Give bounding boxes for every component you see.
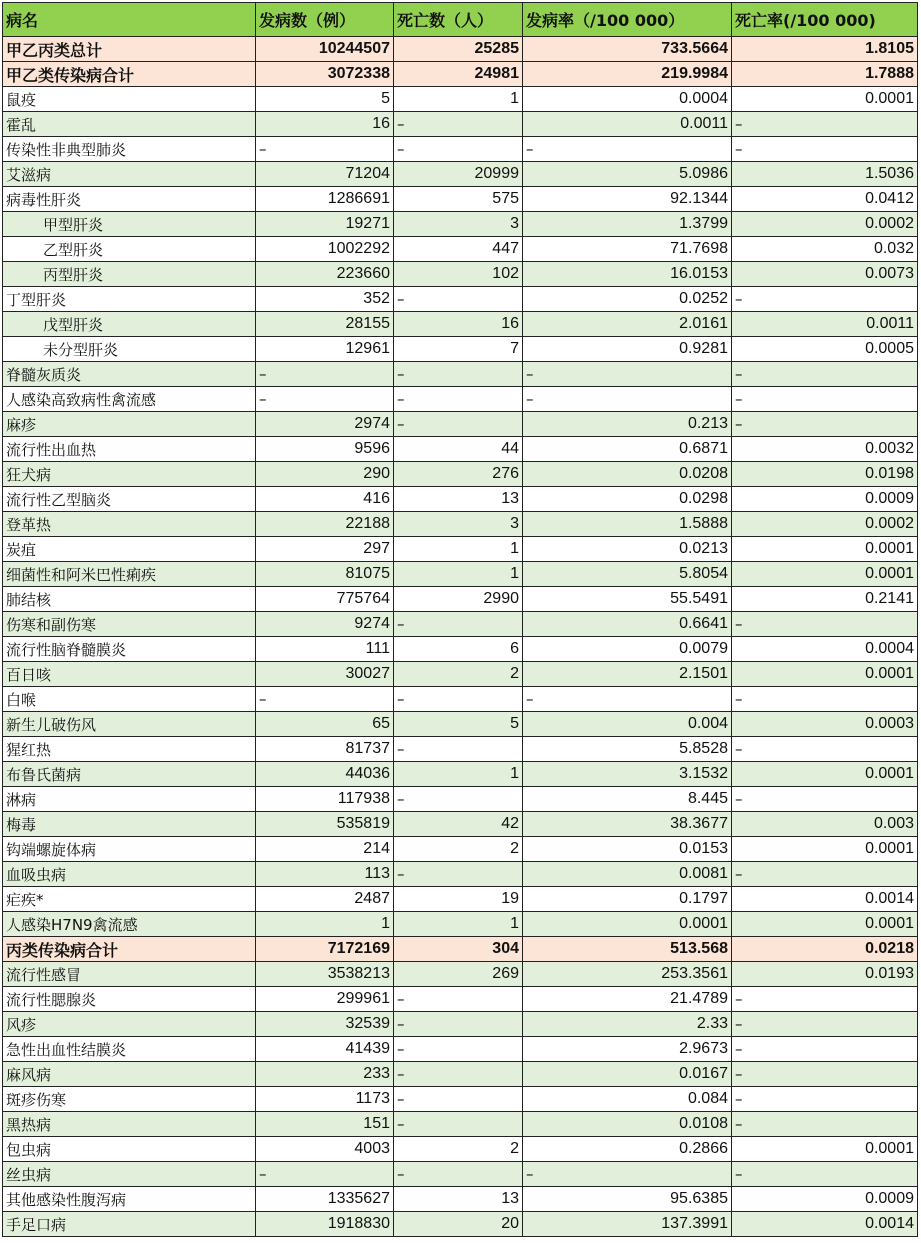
incidence-rate-cell: 0.0298 xyxy=(523,487,732,512)
header-row xyxy=(3,3,918,37)
disease-name-cell: 疟疾* xyxy=(3,887,256,912)
cases-cell: 1 xyxy=(256,912,394,937)
incidence-rate-cell: – xyxy=(523,687,732,712)
table-row xyxy=(3,162,918,187)
mortality-rate-cell: 0.0001 xyxy=(732,87,918,112)
deaths-cell: – xyxy=(394,1012,523,1037)
table-row xyxy=(3,387,918,412)
mortality-rate-cell: 1.7888 xyxy=(732,62,918,87)
deaths-cell: – xyxy=(394,112,523,137)
cases-cell: 32539 xyxy=(256,1012,394,1037)
table-row xyxy=(3,287,918,312)
table-row xyxy=(3,712,918,737)
disease-name-cell: 细菌性和阿米巴性痢疾 xyxy=(3,562,256,587)
cases-cell: 81075 xyxy=(256,562,394,587)
cases-cell: 30027 xyxy=(256,662,394,687)
mortality-rate-cell: 0.0009 xyxy=(732,487,918,512)
cases-cell: 22188 xyxy=(256,512,394,537)
mortality-rate-cell: 0.0193 xyxy=(732,962,918,987)
disease-name-cell: 鼠疫 xyxy=(3,87,256,112)
mortality-rate-cell: – xyxy=(732,612,918,637)
incidence-rate-cell: 0.0011 xyxy=(523,112,732,137)
mortality-rate-cell: 0.0001 xyxy=(732,837,918,862)
cases-cell: 1002292 xyxy=(256,237,394,262)
incidence-rate-cell: 38.3677 xyxy=(523,812,732,837)
cases-cell: 12961 xyxy=(256,337,394,362)
table-row xyxy=(3,1162,918,1187)
mortality-rate-cell: 0.0001 xyxy=(732,912,918,937)
deaths-cell: – xyxy=(394,1087,523,1112)
deaths-cell: – xyxy=(394,387,523,412)
disease-name-cell: 钩端螺旋体病 xyxy=(3,837,256,862)
mortality-rate-cell: – xyxy=(732,1162,918,1187)
deaths-cell: – xyxy=(394,287,523,312)
mortality-rate-cell: – xyxy=(732,287,918,312)
incidence-rate-cell: 0.213 xyxy=(523,412,732,437)
mortality-rate-cell: 0.0001 xyxy=(732,537,918,562)
incidence-rate-cell: 0.0001 xyxy=(523,912,732,937)
mortality-rate-cell: – xyxy=(732,137,918,162)
incidence-rate-cell: 5.8054 xyxy=(523,562,732,587)
disease-name-cell: 炭疽 xyxy=(3,537,256,562)
mortality-rate-cell: 0.0014 xyxy=(732,1212,918,1237)
mortality-rate-cell: 0.0009 xyxy=(732,1187,918,1212)
table-row xyxy=(3,412,918,437)
mortality-rate-cell: – xyxy=(732,1112,918,1137)
table-row xyxy=(3,312,918,337)
cases-cell: 5 xyxy=(256,87,394,112)
deaths-cell: 2 xyxy=(394,837,523,862)
disease-name-cell: 布鲁氏菌病 xyxy=(3,762,256,787)
cases-cell: 297 xyxy=(256,537,394,562)
disease-name-cell: 霍乱 xyxy=(3,112,256,137)
incidence-rate-cell: 5.8528 xyxy=(523,737,732,762)
disease-name-cell: 肺结核 xyxy=(3,587,256,612)
table-row xyxy=(3,812,918,837)
disease-name-cell: 流行性乙型脑炎 xyxy=(3,487,256,512)
cases-cell: 7172169 xyxy=(256,937,394,962)
cases-cell: 775764 xyxy=(256,587,394,612)
incidence-rate-cell: 0.0208 xyxy=(523,462,732,487)
cases-cell: 10244507 xyxy=(256,37,394,62)
incidence-rate-cell: 92.1344 xyxy=(523,187,732,212)
mortality-rate-cell: 0.0001 xyxy=(732,762,918,787)
mortality-rate-cell: 0.0003 xyxy=(732,712,918,737)
disease-name-cell: 脊髓灰质炎 xyxy=(3,362,256,387)
incidence-rate-cell: 0.1797 xyxy=(523,887,732,912)
deaths-cell: – xyxy=(394,687,523,712)
mortality-rate-cell: – xyxy=(732,112,918,137)
table-row xyxy=(3,662,918,687)
incidence-rate-cell: 0.0108 xyxy=(523,1112,732,1137)
disease-name-cell: 丙类传染病合计 xyxy=(3,937,256,962)
total-row xyxy=(3,937,918,962)
cases-cell: – xyxy=(256,362,394,387)
incidence-rate-cell: 513.568 xyxy=(523,937,732,962)
cases-cell: 352 xyxy=(256,287,394,312)
incidence-rate-cell: 2.33 xyxy=(523,1012,732,1037)
incidence-rate-cell: 0.0004 xyxy=(523,87,732,112)
table-row xyxy=(3,237,918,262)
cases-cell: 2487 xyxy=(256,887,394,912)
deaths-cell: 13 xyxy=(394,1187,523,1212)
disease-name-cell: 急性出血性结膜炎 xyxy=(3,1037,256,1062)
mortality-rate-cell: 0.0198 xyxy=(732,462,918,487)
col-incidence-rate: 发病率（/100 000） xyxy=(523,3,732,37)
deaths-cell: 5 xyxy=(394,712,523,737)
cases-cell: 223660 xyxy=(256,262,394,287)
disease-name-cell: 猩红热 xyxy=(3,737,256,762)
cases-cell: 151 xyxy=(256,1112,394,1137)
mortality-rate-cell: 0.0032 xyxy=(732,437,918,462)
deaths-cell: – xyxy=(394,1162,523,1187)
cases-cell: 113 xyxy=(256,862,394,887)
table-row xyxy=(3,1187,918,1212)
disease-name-cell: 百日咳 xyxy=(3,662,256,687)
disease-name-cell: 包虫病 xyxy=(3,1137,256,1162)
incidence-rate-cell: – xyxy=(523,387,732,412)
mortality-rate-cell: – xyxy=(732,412,918,437)
disease-name-cell: 风疹 xyxy=(3,1012,256,1037)
deaths-cell: 2 xyxy=(394,1137,523,1162)
mortality-rate-cell: 0.0011 xyxy=(732,312,918,337)
disease-name-cell: 流行性脑脊髓膜炎 xyxy=(3,637,256,662)
deaths-cell: 102 xyxy=(394,262,523,287)
cases-cell: 44036 xyxy=(256,762,394,787)
mortality-rate-cell: 0.0001 xyxy=(732,562,918,587)
deaths-cell: 447 xyxy=(394,237,523,262)
disease-name-cell: 斑疹伤寒 xyxy=(3,1087,256,1112)
incidence-rate-cell: 0.0081 xyxy=(523,862,732,887)
table-row xyxy=(3,912,918,937)
cases-cell: 16 xyxy=(256,112,394,137)
table-row xyxy=(3,562,918,587)
cases-cell: 71204 xyxy=(256,162,394,187)
table-row xyxy=(3,462,918,487)
deaths-cell: 20999 xyxy=(394,162,523,187)
mortality-rate-cell: 0.032 xyxy=(732,237,918,262)
incidence-rate-cell: 5.0986 xyxy=(523,162,732,187)
incidence-rate-cell: 137.3991 xyxy=(523,1212,732,1237)
table-row xyxy=(3,1012,918,1037)
disease-name-cell: 流行性感冒 xyxy=(3,962,256,987)
disease-name-cell: 人感染高致病性禽流感 xyxy=(3,387,256,412)
table-row xyxy=(3,187,918,212)
total-row xyxy=(3,37,918,62)
mortality-rate-cell: 0.0004 xyxy=(732,637,918,662)
deaths-cell: 2 xyxy=(394,662,523,687)
disease-name-cell: 麻风病 xyxy=(3,1062,256,1087)
mortality-rate-cell: – xyxy=(732,987,918,1012)
table-row xyxy=(3,112,918,137)
deaths-cell: 3 xyxy=(394,212,523,237)
disease-statistics-table xyxy=(2,2,918,1237)
col-deaths: 死亡数（人） xyxy=(394,3,523,37)
cases-cell: 9596 xyxy=(256,437,394,462)
deaths-cell: – xyxy=(394,1062,523,1087)
deaths-cell: 304 xyxy=(394,937,523,962)
deaths-cell: 7 xyxy=(394,337,523,362)
cases-cell: 111 xyxy=(256,637,394,662)
mortality-rate-cell: 0.0412 xyxy=(732,187,918,212)
table-row xyxy=(3,437,918,462)
mortality-rate-cell: 0.0073 xyxy=(732,262,918,287)
cases-cell: 41439 xyxy=(256,1037,394,1062)
deaths-cell: – xyxy=(394,137,523,162)
disease-name-cell: 流行性腮腺炎 xyxy=(3,987,256,1012)
disease-name-cell: 甲乙类传染病合计 xyxy=(3,62,256,87)
table-row xyxy=(3,1062,918,1087)
incidence-rate-cell: – xyxy=(523,1162,732,1187)
disease-name-cell: 丙型肝炎 xyxy=(3,262,256,287)
deaths-cell: – xyxy=(394,1037,523,1062)
deaths-cell: – xyxy=(394,737,523,762)
col-cases: 发病数（例） xyxy=(256,3,394,37)
incidence-rate-cell: – xyxy=(523,362,732,387)
col-disease-name: 病名 xyxy=(3,3,256,37)
mortality-rate-cell: 0.0005 xyxy=(732,337,918,362)
disease-name-cell: 丝虫病 xyxy=(3,1162,256,1187)
table-row xyxy=(3,487,918,512)
mortality-rate-cell: 0.0002 xyxy=(732,212,918,237)
deaths-cell: 1 xyxy=(394,537,523,562)
mortality-rate-cell: – xyxy=(732,1062,918,1087)
table-row xyxy=(3,737,918,762)
cases-cell: 9274 xyxy=(256,612,394,637)
mortality-rate-cell: 1.5036 xyxy=(732,162,918,187)
table-row xyxy=(3,887,918,912)
cases-cell: 65 xyxy=(256,712,394,737)
cases-cell: 1286691 xyxy=(256,187,394,212)
cases-cell: – xyxy=(256,1162,394,1187)
cases-cell: 214 xyxy=(256,837,394,862)
deaths-cell: 19 xyxy=(394,887,523,912)
cases-cell: 3538213 xyxy=(256,962,394,987)
cases-cell: 2974 xyxy=(256,412,394,437)
disease-name-cell: 登革热 xyxy=(3,512,256,537)
mortality-rate-cell: – xyxy=(732,737,918,762)
table-row xyxy=(3,587,918,612)
table-row xyxy=(3,512,918,537)
cases-cell: 19271 xyxy=(256,212,394,237)
mortality-rate-cell: – xyxy=(732,787,918,812)
cases-cell: 28155 xyxy=(256,312,394,337)
deaths-cell: 6 xyxy=(394,637,523,662)
table-row xyxy=(3,987,918,1012)
deaths-cell: – xyxy=(394,412,523,437)
col-mortality-rate: 死亡率(/100 000) xyxy=(732,3,918,37)
incidence-rate-cell: 0.0079 xyxy=(523,637,732,662)
incidence-rate-cell: 1.3799 xyxy=(523,212,732,237)
disease-name-cell: 流行性出血热 xyxy=(3,437,256,462)
mortality-rate-cell: – xyxy=(732,387,918,412)
disease-name-cell: 戊型肝炎 xyxy=(3,312,256,337)
incidence-rate-cell: 0.0167 xyxy=(523,1062,732,1087)
table-row xyxy=(3,1212,918,1237)
incidence-rate-cell: 0.084 xyxy=(523,1087,732,1112)
cases-cell: 4003 xyxy=(256,1137,394,1162)
disease-name-cell: 新生儿破伤风 xyxy=(3,712,256,737)
disease-name-cell: 手足口病 xyxy=(3,1212,256,1237)
table-row xyxy=(3,537,918,562)
disease-name-cell: 麻疹 xyxy=(3,412,256,437)
disease-name-cell: 乙型肝炎 xyxy=(3,237,256,262)
disease-name-cell: 淋病 xyxy=(3,787,256,812)
table-row xyxy=(3,637,918,662)
cases-cell: 233 xyxy=(256,1062,394,1087)
mortality-rate-cell: 1.8105 xyxy=(732,37,918,62)
deaths-cell: 1 xyxy=(394,762,523,787)
mortality-rate-cell: 0.003 xyxy=(732,812,918,837)
disease-name-cell: 丁型肝炎 xyxy=(3,287,256,312)
disease-name-cell: 伤寒和副伤寒 xyxy=(3,612,256,637)
incidence-rate-cell: 0.0252 xyxy=(523,287,732,312)
disease-name-cell: 其他感染性腹泻病 xyxy=(3,1187,256,1212)
disease-name-cell: 白喉 xyxy=(3,687,256,712)
incidence-rate-cell: 733.5664 xyxy=(523,37,732,62)
incidence-rate-cell: 1.5888 xyxy=(523,512,732,537)
table-row xyxy=(3,862,918,887)
deaths-cell: 16 xyxy=(394,312,523,337)
table-row xyxy=(3,1137,918,1162)
table-row xyxy=(3,212,918,237)
cases-cell: 1173 xyxy=(256,1087,394,1112)
incidence-rate-cell: 3.1532 xyxy=(523,762,732,787)
table-row xyxy=(3,687,918,712)
deaths-cell: – xyxy=(394,987,523,1012)
incidence-rate-cell: 71.7698 xyxy=(523,237,732,262)
incidence-rate-cell: 0.0213 xyxy=(523,537,732,562)
mortality-rate-cell: – xyxy=(732,687,918,712)
disease-name-cell: 病毒性肝炎 xyxy=(3,187,256,212)
cases-cell: 416 xyxy=(256,487,394,512)
cases-cell: 535819 xyxy=(256,812,394,837)
cases-cell: – xyxy=(256,137,394,162)
disease-name-cell: 狂犬病 xyxy=(3,462,256,487)
table-row xyxy=(3,262,918,287)
incidence-rate-cell: 0.004 xyxy=(523,712,732,737)
deaths-cell: 13 xyxy=(394,487,523,512)
deaths-cell: 20 xyxy=(394,1212,523,1237)
cases-cell: 299961 xyxy=(256,987,394,1012)
table-row xyxy=(3,1087,918,1112)
total-row xyxy=(3,62,918,87)
deaths-cell: – xyxy=(394,1112,523,1137)
table-row xyxy=(3,362,918,387)
table-row xyxy=(3,87,918,112)
deaths-cell: 44 xyxy=(394,437,523,462)
mortality-rate-cell: – xyxy=(732,1037,918,1062)
deaths-cell: 42 xyxy=(394,812,523,837)
incidence-rate-cell: 2.9673 xyxy=(523,1037,732,1062)
cases-cell: 1918830 xyxy=(256,1212,394,1237)
table-row xyxy=(3,1112,918,1137)
mortality-rate-cell: – xyxy=(732,362,918,387)
table-row xyxy=(3,137,918,162)
deaths-cell: 269 xyxy=(394,962,523,987)
table-row xyxy=(3,762,918,787)
incidence-rate-cell: 253.3561 xyxy=(523,962,732,987)
incidence-rate-cell: 21.4789 xyxy=(523,987,732,1012)
incidence-rate-cell: 55.5491 xyxy=(523,587,732,612)
mortality-rate-cell: 0.2141 xyxy=(732,587,918,612)
mortality-rate-cell: – xyxy=(732,862,918,887)
incidence-rate-cell: – xyxy=(523,137,732,162)
mortality-rate-cell: – xyxy=(732,1012,918,1037)
mortality-rate-cell: – xyxy=(732,1087,918,1112)
table-body xyxy=(3,37,918,1237)
cases-cell: 290 xyxy=(256,462,394,487)
table-row xyxy=(3,337,918,362)
deaths-cell: – xyxy=(394,862,523,887)
disease-name-cell: 人感染H7N9禽流感 xyxy=(3,912,256,937)
disease-name-cell: 血吸虫病 xyxy=(3,862,256,887)
deaths-cell: 1 xyxy=(394,912,523,937)
deaths-cell: 24981 xyxy=(394,62,523,87)
deaths-cell: 3 xyxy=(394,512,523,537)
incidence-rate-cell: 2.1501 xyxy=(523,662,732,687)
disease-name-cell: 黑热病 xyxy=(3,1112,256,1137)
table-row xyxy=(3,612,918,637)
deaths-cell: 575 xyxy=(394,187,523,212)
mortality-rate-cell: 0.0002 xyxy=(732,512,918,537)
incidence-rate-cell: 95.6385 xyxy=(523,1187,732,1212)
disease-name-cell: 艾滋病 xyxy=(3,162,256,187)
disease-name-cell: 传染性非典型肺炎 xyxy=(3,137,256,162)
disease-name-cell: 梅毒 xyxy=(3,812,256,837)
disease-name-cell: 甲乙丙类总计 xyxy=(3,37,256,62)
cases-cell: – xyxy=(256,687,394,712)
deaths-cell: – xyxy=(394,787,523,812)
cases-cell: 1335627 xyxy=(256,1187,394,1212)
deaths-cell: 276 xyxy=(394,462,523,487)
deaths-cell: – xyxy=(394,612,523,637)
disease-name-cell: 未分型肝炎 xyxy=(3,337,256,362)
table-row xyxy=(3,962,918,987)
cases-cell: 117938 xyxy=(256,787,394,812)
table-row xyxy=(3,1037,918,1062)
cases-cell: 81737 xyxy=(256,737,394,762)
mortality-rate-cell: 0.0001 xyxy=(732,1137,918,1162)
incidence-rate-cell: 0.6871 xyxy=(523,437,732,462)
mortality-rate-cell: 0.0218 xyxy=(732,937,918,962)
deaths-cell: 1 xyxy=(394,87,523,112)
deaths-cell: 1 xyxy=(394,562,523,587)
cases-cell: – xyxy=(256,387,394,412)
incidence-rate-cell: 0.9281 xyxy=(523,337,732,362)
incidence-rate-cell: 219.9984 xyxy=(523,62,732,87)
incidence-rate-cell: 0.6641 xyxy=(523,612,732,637)
incidence-rate-cell: 0.2866 xyxy=(523,1137,732,1162)
incidence-rate-cell: 2.0161 xyxy=(523,312,732,337)
deaths-cell: – xyxy=(394,362,523,387)
table-row xyxy=(3,837,918,862)
deaths-cell: 25285 xyxy=(394,37,523,62)
incidence-rate-cell: 8.445 xyxy=(523,787,732,812)
mortality-rate-cell: 0.0001 xyxy=(732,662,918,687)
incidence-rate-cell: 0.0153 xyxy=(523,837,732,862)
deaths-cell: 2990 xyxy=(394,587,523,612)
disease-name-cell: 甲型肝炎 xyxy=(3,212,256,237)
table-row xyxy=(3,787,918,812)
mortality-rate-cell: 0.0014 xyxy=(732,887,918,912)
incidence-rate-cell: 16.0153 xyxy=(523,262,732,287)
cases-cell: 3072338 xyxy=(256,62,394,87)
